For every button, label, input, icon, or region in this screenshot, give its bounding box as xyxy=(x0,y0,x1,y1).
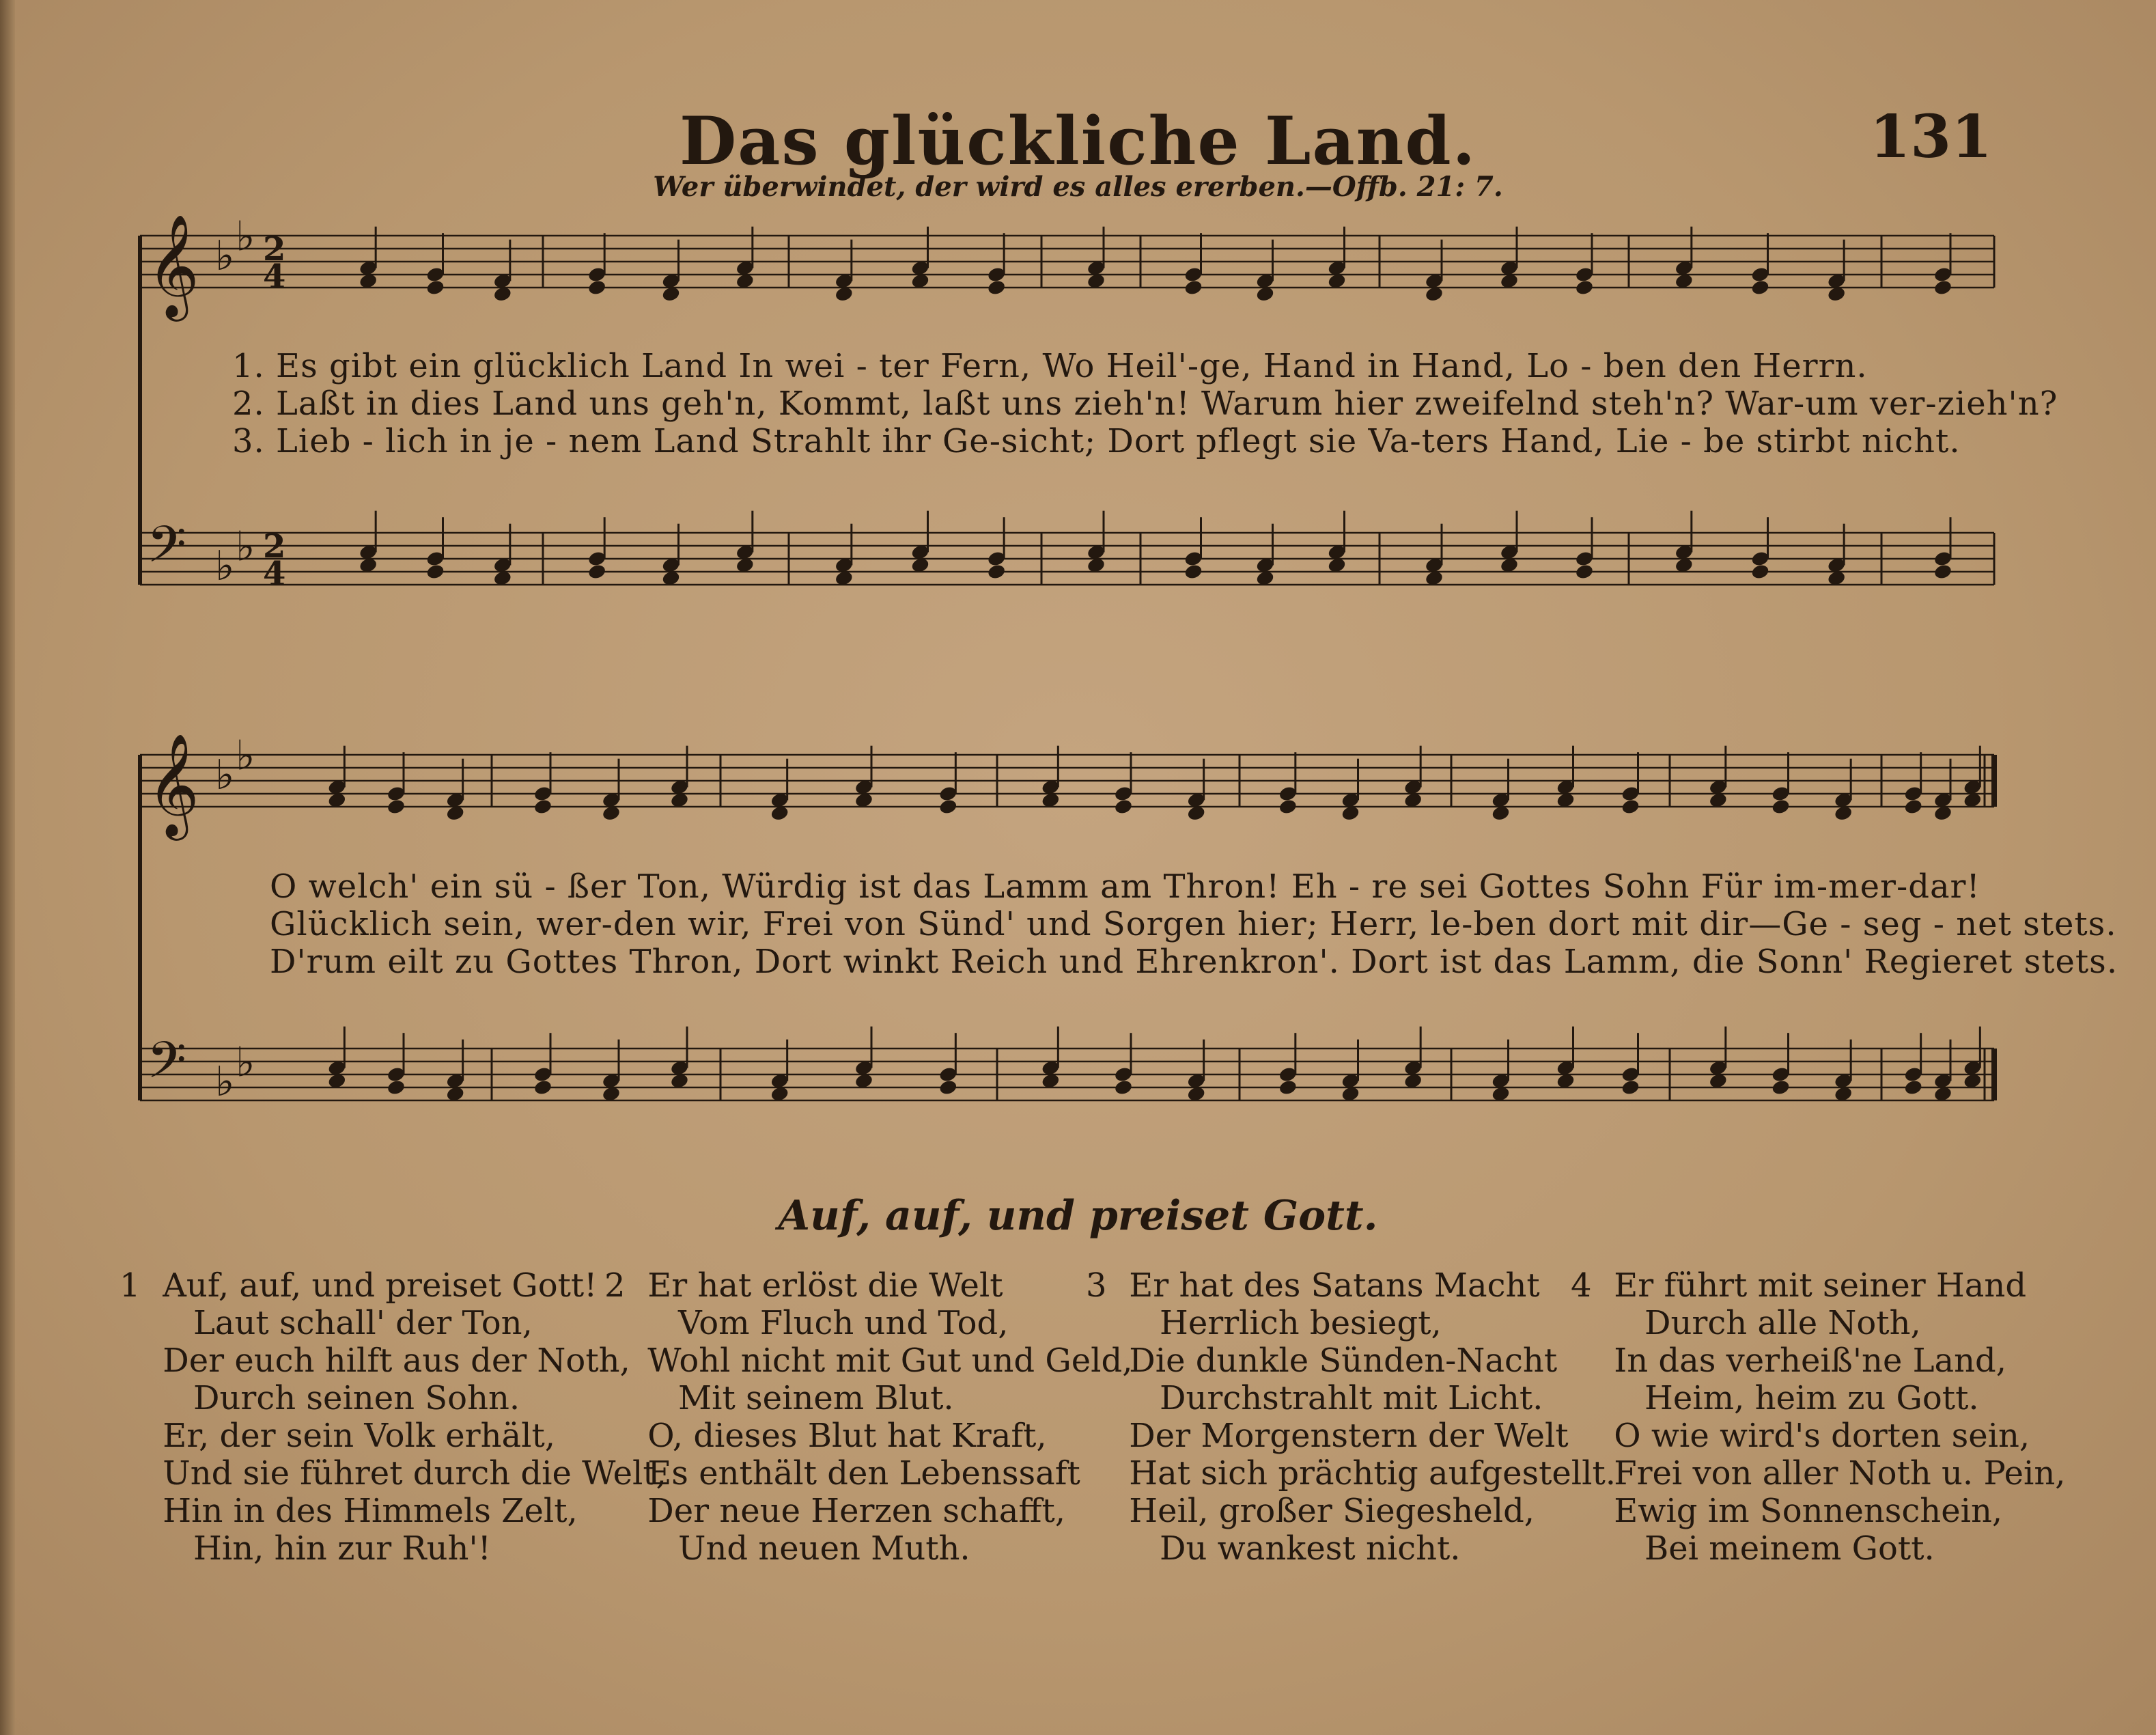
flat-sign: ♭ xyxy=(215,751,235,799)
note-head xyxy=(1575,563,1595,580)
note-head xyxy=(1750,279,1770,296)
note-head xyxy=(1621,798,1640,815)
second-hymn-title: Auf, auf, und preiset Gott. xyxy=(778,1192,1378,1240)
lyric-line-2-3: D'rum eilt zu Gottes Thron, Dort winkt Reich und Ehrenkron'. Dort ist das Lamm, die Sonn' Regieret stets. xyxy=(270,943,2118,981)
note-head xyxy=(1278,798,1298,815)
note-head xyxy=(425,563,445,580)
verse-1-line-7: Hin in des Himmels Zelt, xyxy=(163,1492,578,1530)
verse-1-line-6: Und sie führet durch die Welt, xyxy=(163,1454,667,1493)
note-head xyxy=(1903,1079,1923,1096)
verse-4-line-6: Frei von aller Noth u. Pein, xyxy=(1614,1454,2066,1493)
verse-3-line-1: Er hat des Satans Macht xyxy=(1129,1266,1540,1305)
page-number: 131 xyxy=(1869,102,1992,171)
flat-sign: ♭ xyxy=(236,1038,255,1087)
verse-1-line-4: Durch seinen Sohn. xyxy=(193,1379,520,1417)
time-signature-bottom: 4 xyxy=(263,258,286,296)
flat-sign: ♭ xyxy=(236,523,255,571)
lyric-line-2-2: Glücklich sein, wer-den wir, Frei von Sünd' und Sorgen hier; Herr, le-ben dort mit dir—Ge - seg - net stets. xyxy=(270,905,2117,943)
verse-4-number: 4 xyxy=(1571,1266,1592,1305)
note-head xyxy=(938,1079,958,1096)
note-head xyxy=(387,1079,406,1096)
note-head xyxy=(1933,563,1953,580)
verse-3 xyxy=(1086,1267,1616,1568)
note-head xyxy=(1278,1079,1298,1096)
verse-3-line-7: Heil, großer Siegesheld, xyxy=(1129,1492,1535,1530)
epigraph: Wer überwindet, der wird es alles ererben.—Offb. 21: 7. xyxy=(653,171,1503,203)
note-head xyxy=(987,279,1007,296)
verse-3-line-8: Du wankest nicht. xyxy=(1160,1529,1461,1568)
verse-2-line-4: Mit seinem Blut. xyxy=(678,1379,954,1417)
note-head xyxy=(1771,1079,1791,1096)
verse-1-line-5: Er, der sein Volk erhält, xyxy=(163,1417,556,1455)
verse-3-line-3: Die dunkle Sünden-Nacht xyxy=(1129,1342,1558,1380)
note-head xyxy=(938,798,958,815)
verse-2-line-6: Es enthält den Lebenssaft xyxy=(647,1454,1080,1493)
clef-treble: 𝄞 xyxy=(147,213,199,317)
verse-1-line-8: Hin, hin zur Ruh'! xyxy=(193,1529,491,1568)
lyric-line-1-3: 3. Lieb - lich in je - nem Land Strahlt ihr Ge-sicht; Dort pflegt sie Va-ters Hand, Lie - be stirbt nicht. xyxy=(232,422,1961,460)
verse-1-number: 1 xyxy=(120,1266,141,1305)
verse-4-line-3: In das verheiß'ne Land, xyxy=(1614,1342,2006,1380)
verse-2-line-1: Er hat erlöst die Welt xyxy=(647,1266,1003,1305)
verse-3-number: 3 xyxy=(1086,1266,1107,1305)
verse-2-line-2: Vom Fluch und Tod, xyxy=(678,1304,1009,1342)
verse-1-line-1: Auf, auf, und preiset Gott! xyxy=(163,1266,598,1305)
clef-bass: 𝄢 xyxy=(147,515,186,587)
hymn-title: Das glückliche Land. xyxy=(679,102,1476,180)
verse-3-line-2: Herrlich besiegt, xyxy=(1160,1304,1442,1342)
note-head xyxy=(987,563,1007,580)
verse-4 xyxy=(1571,1267,2066,1568)
verse-2-line-5: O, dieses Blut hat Kraft, xyxy=(647,1417,1047,1455)
verse-3-line-6: Hat sich prächtig aufgestellt. xyxy=(1129,1454,1616,1493)
note-head xyxy=(387,798,406,815)
note-head xyxy=(1114,798,1134,815)
note-head xyxy=(1184,279,1203,296)
time-signature-bottom: 4 xyxy=(263,555,286,593)
time-signature-top: 2 xyxy=(263,527,286,566)
verse-2-number: 2 xyxy=(604,1266,626,1305)
note-head xyxy=(1114,1079,1134,1096)
verse-4-line-5: O wie wird's dorten sein, xyxy=(1614,1417,2030,1455)
verse-1-line-3: Der euch hilft aus der Noth, xyxy=(163,1342,630,1380)
note-head xyxy=(1621,1079,1640,1096)
flat-sign: ♭ xyxy=(215,1058,235,1106)
verse-4-line-8: Bei meinem Gott. xyxy=(1644,1529,1935,1568)
lyric-line-2-1: O welch' ein sü - ßer Ton, Würdig ist das Lamm am Thron! Eh - re sei Gottes Sohn Für im-mer-dar! xyxy=(270,868,1980,906)
note-head xyxy=(533,798,553,815)
verse-4-line-1: Er führt mit seiner Hand xyxy=(1614,1266,2027,1305)
note-head xyxy=(1575,279,1595,296)
flat-sign: ♭ xyxy=(236,212,255,261)
time-signature-top: 2 xyxy=(263,230,286,268)
note-head xyxy=(1771,798,1791,815)
verse-1 xyxy=(120,1267,667,1568)
note-head xyxy=(1750,563,1770,580)
flat-sign: ♭ xyxy=(236,732,255,780)
flat-sign: ♭ xyxy=(215,232,235,280)
verse-2 xyxy=(604,1267,1133,1568)
clef-bass: 𝄢 xyxy=(147,1031,186,1102)
verse-4-line-7: Ewig im Sonnenschein, xyxy=(1614,1492,2003,1530)
verse-3-line-4: Durchstrahlt mit Licht. xyxy=(1160,1379,1543,1417)
verse-1-line-2: Laut schall' der Ton, xyxy=(193,1304,533,1342)
note-head xyxy=(1933,279,1953,296)
note-head xyxy=(533,1079,553,1096)
clef-treble: 𝄞 xyxy=(147,732,199,836)
note-head xyxy=(587,563,607,580)
note-head xyxy=(587,279,607,296)
note-head xyxy=(1184,563,1203,580)
note-head xyxy=(425,279,445,296)
verse-3-line-5: Der Morgenstern der Welt xyxy=(1129,1417,1569,1455)
verse-2-line-3: Wohl nicht mit Gut und Geld, xyxy=(647,1342,1133,1380)
flat-sign: ♭ xyxy=(215,542,235,590)
verse-2-line-8: Und neuen Muth. xyxy=(678,1529,970,1568)
verse-4-line-4: Heim, heim zu Gott. xyxy=(1644,1379,1979,1417)
lyric-line-1-1: 1. Es gibt ein glücklich Land In wei - ter Fern, Wo Heil'-ge, Hand in Hand, Lo - ben den Herrn. xyxy=(232,347,1868,385)
note-head xyxy=(1903,798,1923,815)
verse-2-line-7: Der neue Herzen schafft, xyxy=(647,1492,1066,1530)
verse-4-line-2: Durch alle Noth, xyxy=(1644,1304,1921,1342)
lyric-line-1-2: 2. Laßt in dies Land uns geh'n, Kommt, laßt uns zieh'n! Warum hier zweifelnd steh'n? War-um ver-zieh'n? xyxy=(232,385,2058,423)
